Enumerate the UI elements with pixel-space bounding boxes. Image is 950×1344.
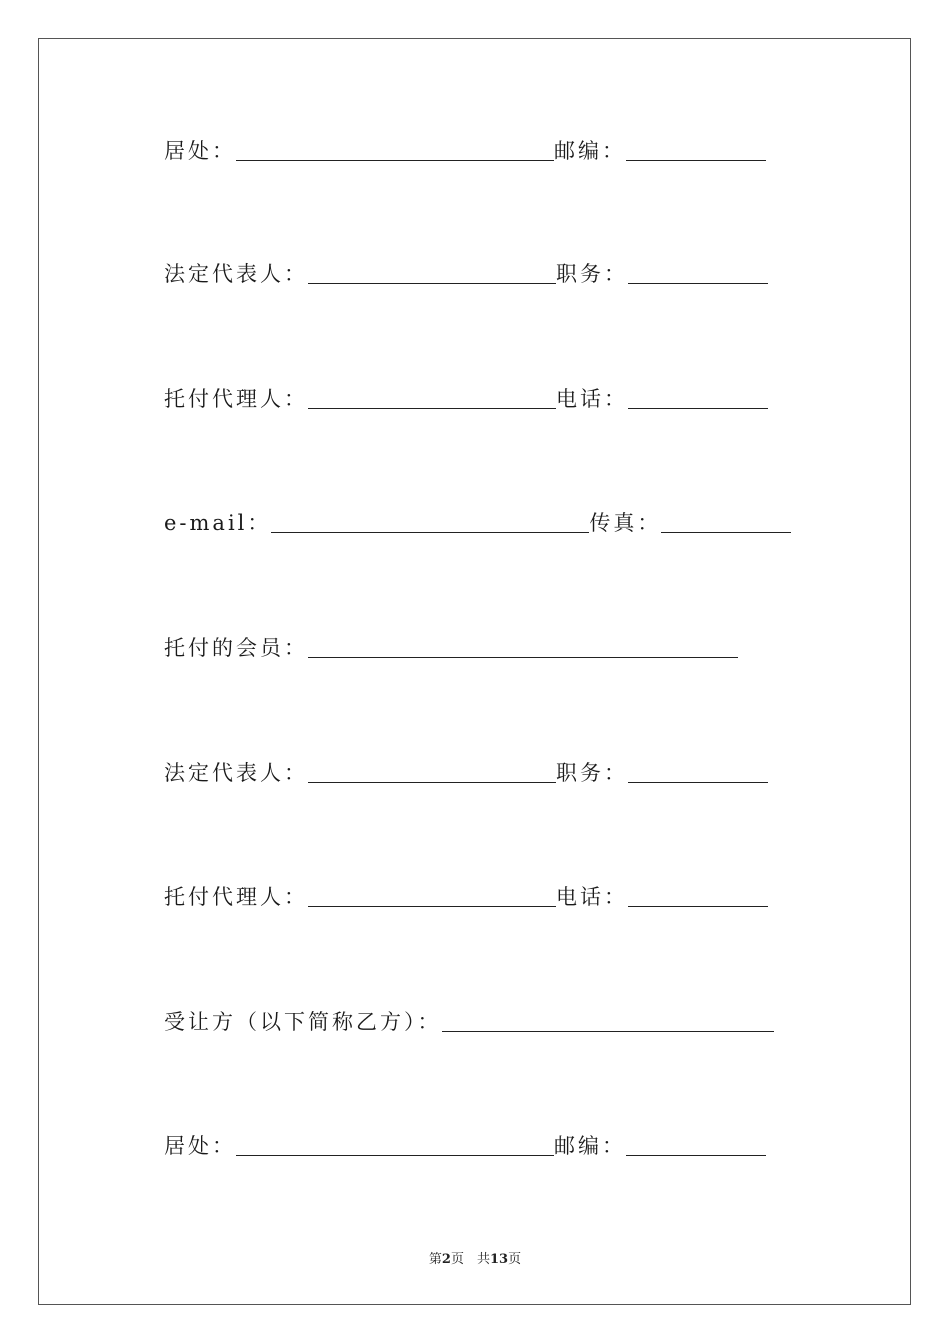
legal-rep-blank[interactable] <box>308 282 556 284</box>
field-label: 托付代理人： <box>164 885 308 909</box>
field-label: 居处： <box>164 1134 236 1158</box>
postcode-blank[interactable] <box>626 159 766 161</box>
field-label: 职务： <box>556 761 628 785</box>
page-frame <box>38 38 911 1305</box>
transferee-blank[interactable] <box>442 1030 774 1032</box>
phone-blank[interactable] <box>628 905 768 907</box>
form-line-agent-2 <box>164 879 768 909</box>
field-label: 托付的会员： <box>164 636 308 660</box>
field-label: 受让方（以下简称乙方）： <box>164 1010 442 1034</box>
footer-suffix: 页 <box>508 1252 522 1267</box>
footer-total-pages: 13 <box>489 1252 509 1267</box>
phone-blank[interactable] <box>628 407 768 409</box>
field-label: 职务： <box>556 262 628 286</box>
field-label: e-mail： <box>164 511 272 535</box>
field-label: 电话： <box>556 885 628 909</box>
postcode-blank[interactable] <box>626 1154 766 1156</box>
field-label: 托付代理人： <box>164 387 308 411</box>
form-line-residence-2 <box>164 1128 766 1158</box>
field-label: 居处： <box>164 139 236 163</box>
position-blank[interactable] <box>628 282 768 284</box>
form-line-agent-1 <box>164 381 768 411</box>
field-label: 传真： <box>589 511 662 535</box>
member-blank[interactable] <box>308 656 738 658</box>
form-line-legal-rep-2 <box>164 755 768 785</box>
form-line-member <box>164 630 738 660</box>
legal-rep-blank[interactable] <box>308 781 556 783</box>
footer-page-number: 2 <box>441 1252 451 1267</box>
form-line-email <box>164 505 791 535</box>
agent-blank[interactable] <box>308 905 556 907</box>
field-label: 电话： <box>556 387 628 411</box>
form-line-residence-1 <box>164 133 766 163</box>
page-footer <box>0 1248 950 1267</box>
position-blank[interactable] <box>628 781 768 783</box>
field-label: 法定代表人： <box>164 262 308 286</box>
field-label: 邮编： <box>554 1134 626 1158</box>
form-line-legal-rep-1 <box>164 256 768 286</box>
agent-blank[interactable] <box>308 407 556 409</box>
field-label: 邮编： <box>554 139 626 163</box>
email-blank[interactable] <box>271 531 589 533</box>
fax-blank[interactable] <box>661 531 791 533</box>
residence-blank[interactable] <box>236 1154 554 1156</box>
field-label: 法定代表人： <box>164 761 308 785</box>
form-line-transferee <box>164 1004 774 1034</box>
residence-blank[interactable] <box>236 159 554 161</box>
footer-prefix: 第 <box>428 1252 442 1267</box>
footer-mid: 页 共 <box>450 1252 490 1267</box>
